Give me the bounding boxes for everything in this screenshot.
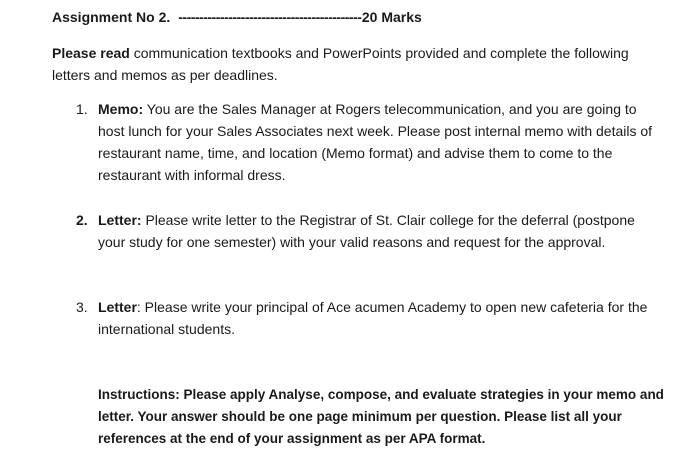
intro-lead: Please read xyxy=(52,45,130,61)
assignment-marks: -20 Marks xyxy=(357,9,422,25)
heading-dash-line: ------------------------------------------- xyxy=(178,9,358,25)
assignment-title: Assignment No 2. xyxy=(52,9,171,25)
intro-text: communication textbooks and PowerPoints provided and complete the following letters and memos as per deadlines. xyxy=(52,45,629,83)
instructions-paragraph: Instructions: Please apply Analyse, compose, and evaluate strategies in your memo and letter. Your answer should be one page minimum per question. Please list all your references at the end of your assignment as per APA format. xyxy=(98,387,664,446)
intro-paragraph xyxy=(52,42,662,86)
list-item-text: Please write letter to the Registrar of St. Clair college for the deferral (postpone your study for one semester) with your valid reasons and request for the approval. xyxy=(98,212,635,250)
list-item-number: 2. xyxy=(76,212,88,228)
list-item-number: 1. xyxy=(76,101,88,117)
list-item-number: 3. xyxy=(76,299,88,315)
list-item-text: You are the Sales Manager at Rogers telecommunication, and you are going to host lunch for your Sales Associates next week. Please post internal memo with details of restaurant name, time, and location (Memo format) and advise them to come to the restaurant with informal dress. xyxy=(98,101,653,183)
assignment-heading xyxy=(52,6,422,28)
list-item-label: Letter xyxy=(98,299,137,315)
list-item-label: Letter: xyxy=(98,212,142,228)
list-item-text: : Please write your principal of Ace acumen Academy to open new cafeteria for the international students. xyxy=(98,299,648,337)
list-item-letter-principal xyxy=(76,296,666,340)
list-item-letter-registrar xyxy=(76,209,666,253)
list-item-memo xyxy=(76,98,666,186)
list-item-label: Memo: xyxy=(98,101,144,117)
